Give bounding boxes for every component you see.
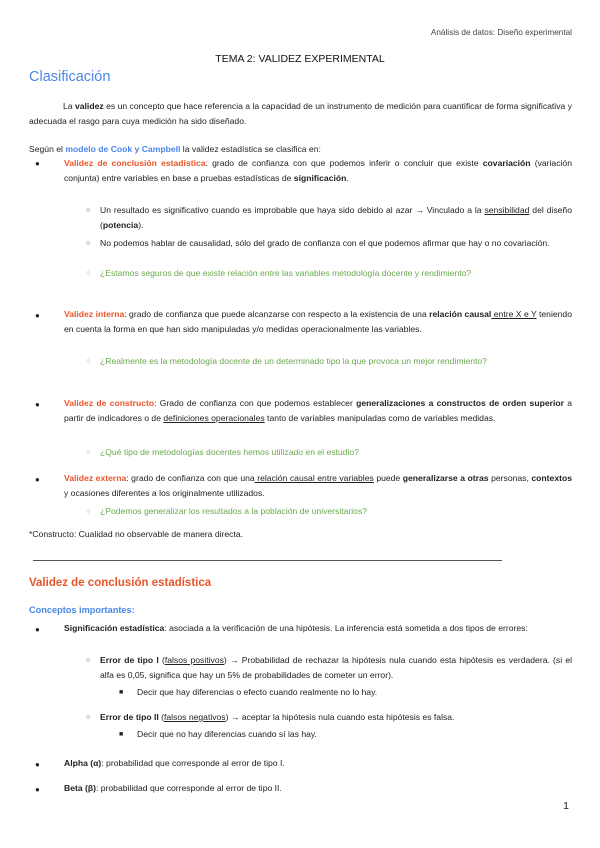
bullet-icon: ● xyxy=(35,785,40,794)
conclusion-question: ¿Estamos seguros de que existe relación entre las variables metodología docente y rendimiento? xyxy=(100,268,472,278)
conclusion-sub1 xyxy=(100,203,572,233)
circle-bullet-icon: ○ xyxy=(86,714,91,721)
conclusion-paragraph xyxy=(64,156,572,186)
externa-b1: generalizarse a otras xyxy=(402,473,489,483)
conclusion-sub2: No podemos hablar de causalidad, sólo del grado de confianza con el que podemos afirmar que hay o no covariación. xyxy=(100,238,550,248)
constructo-term: Validez de constructo xyxy=(64,398,155,408)
divider xyxy=(33,560,502,561)
page-header: Análisis de datos: Diseño experimental xyxy=(430,28,572,37)
square-bullet-icon: ■ xyxy=(119,689,124,696)
sub1-a: Un resultado es significativo cuando es improbable que haya sido debido al azar → Vinculado a la xyxy=(100,205,485,215)
e2-text: → aceptar la hipótesis nula cuando esta hipótesis es falsa. xyxy=(228,712,455,722)
bullet-icon: ● xyxy=(35,475,40,484)
conclusion-term: Validez de conclusión estadística xyxy=(64,158,206,168)
page-number: 1 xyxy=(563,800,569,812)
model-post: la validez estadística se clasifica en: xyxy=(180,144,321,154)
beta-text: : probabilidad que corresponde al error de tipo II. xyxy=(95,783,282,793)
beta-term: Beta (β) xyxy=(64,783,96,793)
interna-paragraph xyxy=(64,307,572,337)
interna-term: Validez interna xyxy=(64,309,125,319)
error2-sub: Decir que no hay diferencias cuando sí las hay. xyxy=(137,729,317,739)
section-heading-conclusion: Validez de conclusión estadística xyxy=(29,577,212,589)
circle-bullet-icon: ○ xyxy=(86,240,91,247)
interna-b1: relación causal xyxy=(429,309,492,319)
beta-line xyxy=(64,781,282,796)
bullet-icon: ● xyxy=(35,625,40,634)
model-pre: Según el xyxy=(29,144,66,154)
footnote: *Constructo: Cualidad no observable de manera directa. xyxy=(29,529,244,539)
circle-bullet-icon: ○ xyxy=(86,657,91,664)
circle-bullet-icon: ○ xyxy=(86,508,91,515)
section-heading-clasificacion: Clasificación xyxy=(29,69,111,85)
sub1-u: sensibilidad xyxy=(484,205,530,215)
constructo-b1: generalizaciones a constructos de orden superior xyxy=(356,398,564,408)
sub1-bold: potencia xyxy=(102,220,139,230)
error1-sub: Decir que hay diferencias o efecto cuando realmente no lo hay. xyxy=(137,687,378,697)
circle-bullet-icon: ○ xyxy=(86,449,91,456)
conclusion-b2: significación xyxy=(293,173,347,183)
constructo-question: ¿Qué tipo de metodologías docentes hemos utilizado en el estudio? xyxy=(100,447,359,457)
conclusion-t1: : grado de confianza con que podemos inferir o concluir que existe xyxy=(205,158,483,168)
bullet-icon: ● xyxy=(35,400,40,409)
intro-text: La xyxy=(63,101,75,111)
constructo-t1: : Grado de confianza con que podemos establecer xyxy=(154,398,357,408)
e2-term: Error de tipo II xyxy=(100,712,159,722)
constructo-t3: tanto de variables manipuladas como de variables medidas. xyxy=(264,413,496,423)
model-line xyxy=(29,142,321,157)
constructo-u1: definiciones operacionales xyxy=(163,413,265,423)
e1-text: → Probabilidad de rechazar la hipótesis nula cuando esta hipótesis es verdadera. (si el alfa es 0,05, significa que hay un 5% de probabilidades de cometer un error). xyxy=(100,655,573,680)
externa-t3: personas, xyxy=(488,473,532,483)
conclusion-b1: covariación xyxy=(482,158,531,168)
e2-u: falsos negativos xyxy=(163,712,226,722)
externa-b2: contextos xyxy=(531,473,572,483)
intro-text-2: es un concepto que hace referencia a la capacidad de un instrumento de medición para cuantificar de forma significativa y adecuada el rasgo para cuya medición ha sido diseñado. xyxy=(29,101,572,126)
intro-paragraph xyxy=(29,99,572,129)
e1-u: falsos positivos xyxy=(164,655,224,665)
externa-t1: : grado de confianza con que una xyxy=(126,473,255,483)
alpha-line xyxy=(64,756,285,771)
page-title: TEMA 2: VALIDEZ EXPERIMENTAL xyxy=(215,53,385,65)
bullet-icon: ● xyxy=(35,311,40,320)
interna-u1: entre X e Y xyxy=(491,309,537,319)
intro-bold: validez xyxy=(74,101,104,111)
externa-paragraph xyxy=(64,471,572,501)
model-link: modelo de Cook y Campbell xyxy=(65,144,181,154)
externa-t2: puede xyxy=(373,473,403,483)
interna-t2: teniendo en cuenta la forma en que han sido manipuladas y/o medidas operacionalmente las variables. xyxy=(64,309,572,334)
e1-term: Error de tipo I xyxy=(100,655,159,665)
bullet-icon: ● xyxy=(35,760,40,769)
externa-u1: relación causal entre variables xyxy=(254,473,374,483)
circle-bullet-icon: ○ xyxy=(86,358,91,365)
interna-question: ¿Realmente es la metodología docente de un determinado tipo la que provoca un mejor rendimiento? xyxy=(100,356,487,366)
externa-term: Validez externa xyxy=(64,473,127,483)
bullet-icon: ● xyxy=(35,159,40,168)
constructo-t2: a partir de indicadores o de xyxy=(64,398,572,423)
sub1-c: ). xyxy=(138,220,144,230)
alpha-term: Alpha (α) xyxy=(64,758,102,768)
error2-paragraph: Error de tipo II (falsos negativos) → aceptar la hipótesis nula cuando esta hipótesis es falsa. xyxy=(100,712,455,722)
alpha-text: : probabilidad que corresponde al error de tipo I. xyxy=(101,758,285,768)
circle-bullet-icon: ○ xyxy=(86,207,91,214)
sub1-b: del diseño ( xyxy=(100,205,572,230)
interna-t1: : grado de confianza que puede alcanzarse con respecto a la existencia de una xyxy=(124,309,430,319)
error1-paragraph: Error de tipo I (falsos positivos) → Probabilidad de rechazar la hipótesis nula cuando esta hipótesis es verdadera. (si el alfa es 0,05, significa que hay un 5% de probabilidades de cometer un error). xyxy=(100,655,573,680)
sig-text: : asociada a la verificación de una hipótesis. La inferencia está sometida a dos tipos de errores: xyxy=(164,623,528,633)
conclusion-t3: . xyxy=(346,173,349,183)
significacion-paragraph xyxy=(64,621,572,636)
constructo-paragraph xyxy=(64,396,572,426)
conceptos-heading: Conceptos importantes: xyxy=(29,605,135,615)
circle-bullet-icon: ○ xyxy=(86,270,91,277)
externa-question: ¿Podemos generalizar los resultados a la población de universitarios? xyxy=(100,506,368,516)
conclusion-t2: (variación conjunta) entre variables en base a pruebas estadísticas de xyxy=(64,158,572,183)
square-bullet-icon: ■ xyxy=(119,731,124,738)
externa-t4: y ocasiones diferentes a los originalmente utilizados. xyxy=(64,488,265,498)
sig-term: Significación estadística xyxy=(64,623,165,633)
